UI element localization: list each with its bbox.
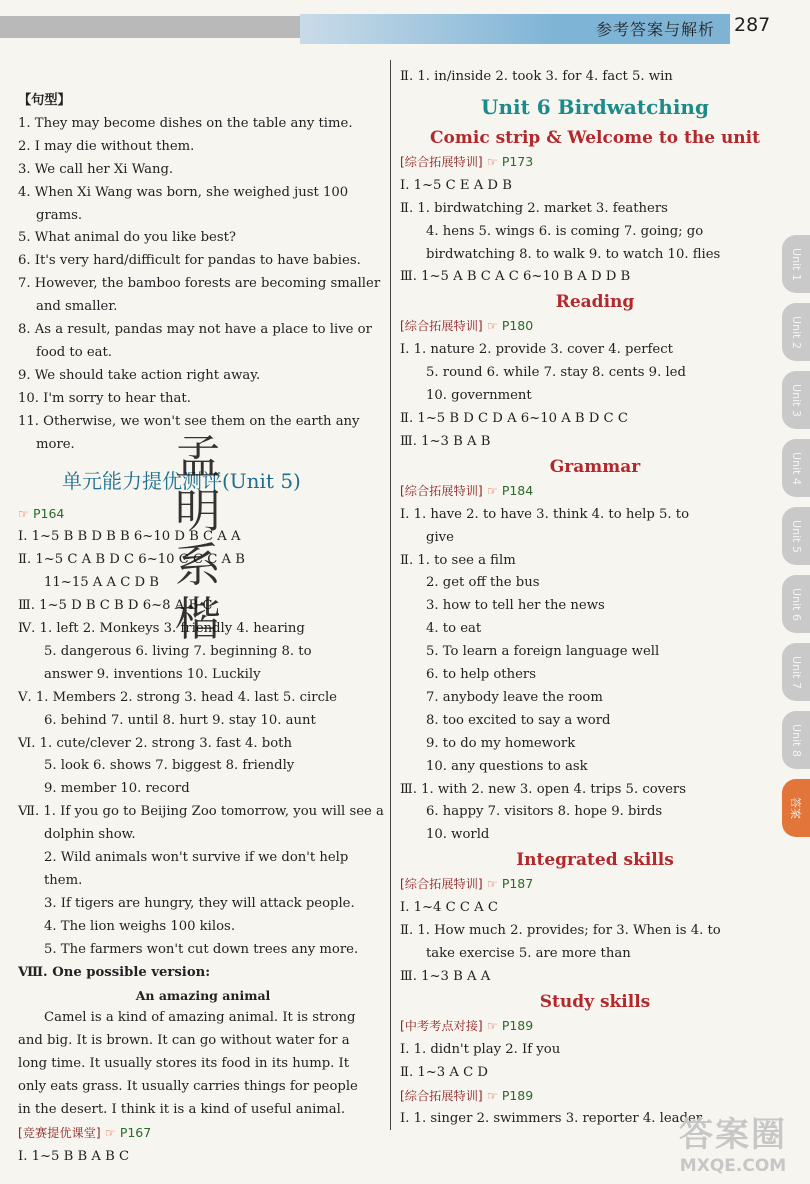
juxing-tag: 【句型】: [18, 93, 71, 108]
header-title: 参考答案与解析: [596, 20, 716, 39]
list-item: 5. look 6. shows 7. biggest 8. friendly: [44, 758, 295, 774]
pointing-hand-icon: ☞: [486, 877, 498, 892]
list-item: 1. They may become dishes on the table any time.: [18, 115, 353, 131]
tab-unit-8[interactable]: Unit 8: [782, 711, 810, 769]
list-item: 3. how to tell her the news: [426, 598, 605, 614]
section-title: Integrated skills: [516, 850, 674, 871]
list-item: Ⅰ. 1~5 C E A D B: [400, 177, 512, 193]
page-ref-label: P180: [501, 318, 534, 334]
pointing-hand-icon: ☞: [486, 154, 498, 169]
unit-test-title: 单元能力提优测评(Unit 5): [62, 468, 301, 493]
essay-line: only eats grass. It usually carries things for people: [18, 1079, 358, 1095]
page-ref-label: P167: [119, 1124, 152, 1140]
list-item: answer 9. inventions 10. Luckily: [44, 666, 261, 682]
section-tag: [综合拓展特训]: [400, 877, 483, 892]
list-item: 6. to help others: [426, 667, 536, 683]
list-item: take exercise 5. are more than: [426, 946, 631, 961]
section-title: Comic strip & Welcome to the unit: [430, 127, 760, 148]
pointing-hand-icon: ☞: [486, 319, 498, 334]
list-item: 5. dangerous 6. living 7. beginning 8. to: [44, 643, 312, 659]
list-item: 6. happy 7. visitors 8. hope 9. birds: [426, 804, 663, 820]
list-item: Ⅲ. 1~3 B A B: [400, 433, 491, 449]
list-item: 7. However, the bamboo forests are becoming smaller: [18, 276, 381, 292]
tab-answers[interactable]: 答案: [782, 779, 810, 837]
list-item: and smaller.: [36, 299, 118, 315]
list-item: Ⅲ. 1~5 A B C A C 6~10 B A D D B: [400, 269, 631, 285]
tab-unit-7[interactable]: Unit 7: [782, 643, 810, 701]
tab-unit-5[interactable]: Unit 5: [782, 507, 810, 565]
list-item: 4. to eat: [426, 621, 482, 637]
jingsai-tag: [竞赛提优课堂]: [18, 1125, 101, 1140]
list-item: 6. It's very hard/difficult for pandas to have babies.: [18, 253, 361, 269]
essay-line: in the desert. I think it is a kind of useful animal.: [18, 1102, 346, 1118]
handwriting-signature: 孟 明 系 楷: [175, 430, 221, 646]
list-item: Ⅱ. 1. in/inside 2. took 3. for 4. fact 5. win: [400, 69, 673, 84]
tab-unit-6[interactable]: Unit 6: [782, 575, 810, 633]
list-item: 6. behind 7. until 8. hurt 9. stay 10. aunt: [44, 712, 316, 728]
list-item: Ⅱ. 1. How much 2. provides; for 3. When is 4. to: [400, 923, 721, 939]
list-item: Ⅰ. 1. didn't play 2. If you: [400, 1041, 561, 1057]
list-item: Ⅲ. 1~3 B A A: [400, 968, 491, 984]
list-item: 11~15 A A C D B: [44, 575, 159, 591]
list-item: Ⅵ. 1. cute/clever 2. strong 3. fast 4. both: [18, 735, 292, 751]
list-item: 10. any questions to ask: [426, 758, 588, 774]
list-item: 4. When Xi Wang was born, she weighed just 100: [18, 184, 349, 200]
list-item: 2. get off the bus: [426, 575, 540, 591]
section-tag: [综合拓展特训]: [400, 319, 483, 334]
column-divider: [390, 60, 391, 1130]
tab-unit-1[interactable]: Unit 1: [782, 235, 810, 293]
list-item: them.: [44, 873, 83, 888]
pointing-hand-icon: ☞: [18, 506, 29, 521]
sentence-list: [18, 113, 388, 457]
watermark-url: MXQE.COM: [679, 1156, 787, 1176]
section-tag: [综合拓展特训]: [400, 154, 483, 169]
page-ref-label: P164: [32, 505, 65, 521]
section-tag: [综合拓展特训]: [400, 483, 483, 498]
list-item: Ⅲ. 1~5 D B C B D 6~8 A B C: [18, 598, 213, 614]
list-item: 7. anybody leave the room: [426, 689, 603, 705]
list-item: 10. world: [426, 827, 490, 843]
watermark: [668, 1107, 798, 1176]
list-item: Ⅱ. 1. birdwatching 2. market 3. feathers: [400, 200, 668, 216]
section-tag: [中考考点对接]: [400, 1018, 483, 1033]
list-item: 5. To learn a foreign language well: [426, 644, 660, 660]
unit-title: Unit 6 Birdwatching: [481, 94, 709, 119]
page-ref-label: P187: [501, 876, 534, 892]
section-title: Grammar: [549, 456, 641, 477]
list-item: Ⅱ. 1. to see a film: [400, 552, 516, 568]
list-item: Ⅱ. 1~5 B D C D A 6~10 A B D C C: [400, 410, 628, 426]
list-item: food to eat.: [36, 344, 112, 360]
list-item: Ⅱ. 1~3 A C D: [400, 1064, 488, 1080]
list-item: Ⅱ. 1~5 C A B D C 6~10 C C C A B: [18, 552, 245, 568]
list-item: Ⅰ. 1. have 2. to have 3. think 4. to help 5. to: [400, 506, 690, 522]
list-item: more.: [36, 436, 75, 452]
page-ref-label: P173: [501, 153, 534, 169]
list-item: Ⅲ. 1. with 2. new 3. open 4. trips 5. covers: [400, 781, 686, 797]
list-item: 9. We should take action right away.: [18, 367, 261, 383]
one-possible-version: Ⅷ. One possible version:: [18, 964, 211, 980]
watermark-logo: 答案圈: [679, 1115, 787, 1155]
list-item: dolphin show.: [44, 827, 136, 843]
list-item: 5. round 6. while 7. stay 8. cents 9. led: [426, 365, 686, 381]
list-item: 11. Otherwise, we won't see them on the earth any: [18, 413, 360, 429]
pointing-hand-icon: ☞: [104, 1125, 116, 1140]
list-item: Ⅶ. 1. If you go to Beijing Zoo tomorrow, you will see a: [18, 804, 384, 820]
list-item: 5. What animal do you like best?: [18, 230, 236, 246]
page-ref-label: P184: [501, 482, 534, 498]
list-item: 2. I may die without them.: [18, 138, 195, 154]
page-number: 287: [734, 14, 771, 36]
list-item: 10. government: [426, 388, 532, 404]
essay-line: Camel is a kind of amazing animal. It is strong: [44, 1010, 356, 1026]
page-ref-label: P189: [501, 1017, 534, 1033]
section-title: Study skills: [539, 991, 651, 1012]
list-item: grams.: [36, 207, 83, 223]
tab-unit-3[interactable]: Unit 3: [782, 371, 810, 429]
list-item: 3. We call her Xi Wang.: [18, 161, 174, 177]
page-ref-label: P189: [501, 1087, 534, 1103]
list-item: Ⅴ. 1. Members 2. strong 3. head 4. last 5. circle: [18, 689, 337, 705]
list-item: 8. too excited to say a word: [426, 712, 611, 728]
page-ref: [400, 873, 790, 897]
list-item: 9. member 10. record: [44, 781, 190, 797]
list-item: Ⅰ. 1~5 B B A B C: [18, 1148, 130, 1164]
tab-unit-4[interactable]: Unit 4: [782, 439, 810, 497]
essay-line: long time. It usually stores its food in its hump. It: [18, 1056, 350, 1072]
tab-unit-2[interactable]: Unit 2: [782, 303, 810, 361]
list-item: Ⅰ. 1~4 C C A C: [400, 900, 498, 916]
list-item: give: [426, 529, 454, 545]
pointing-hand-icon: ☞: [486, 483, 498, 498]
page-ref: [400, 151, 790, 175]
section-title: Reading: [555, 292, 635, 313]
page-ref: [18, 1122, 388, 1146]
page-ref: [400, 1015, 790, 1039]
essay-body: [18, 1007, 388, 1122]
list-item: 2. Wild animals won't survive if we don't help: [44, 850, 349, 866]
essay-title: An amazing animal: [135, 987, 271, 1003]
list-item: Ⅳ. 1. left 2. Monkeys 3. friendly 4. hearing: [18, 621, 305, 637]
list-item: 4. hens 5. wings 6. is coming 7. going; go: [426, 223, 704, 239]
list-item: Ⅰ. 1. nature 2. provide 3. cover 4. perfect: [400, 342, 673, 358]
list-item: 8. As a result, pandas may not have a place to live or: [18, 322, 372, 338]
list-item: 9. to do my homework: [426, 735, 576, 751]
list-item: 10. I'm sorry to hear that.: [18, 390, 191, 406]
page-ref: [400, 480, 790, 504]
right-column: [400, 66, 790, 1131]
list-item: 3. If tigers are hungry, they will attack people.: [44, 895, 355, 911]
list-item: 5. The farmers won't cut down trees any more.: [44, 941, 359, 957]
pointing-hand-icon: ☞: [486, 1018, 498, 1033]
section-tag: [综合拓展特训]: [400, 1088, 483, 1103]
list-item: birdwatching 8. to walk 9. to watch 10. flies: [426, 246, 721, 262]
pointing-hand-icon: ☞: [486, 1088, 498, 1103]
page-ref: [400, 1085, 790, 1109]
page-ref: [400, 315, 790, 339]
unit-tabs: [782, 235, 810, 847]
list-item: Ⅰ. 1~5 B B D B B 6~10 D B C A A: [18, 529, 241, 545]
list-item: Ⅰ. 1. singer 2. swimmers 3. reporter 4. leader: [400, 1111, 703, 1127]
list-item: 4. The lion weighs 100 kilos.: [44, 918, 236, 934]
essay-line: and big. It is brown. It can go without water for a: [18, 1033, 350, 1049]
